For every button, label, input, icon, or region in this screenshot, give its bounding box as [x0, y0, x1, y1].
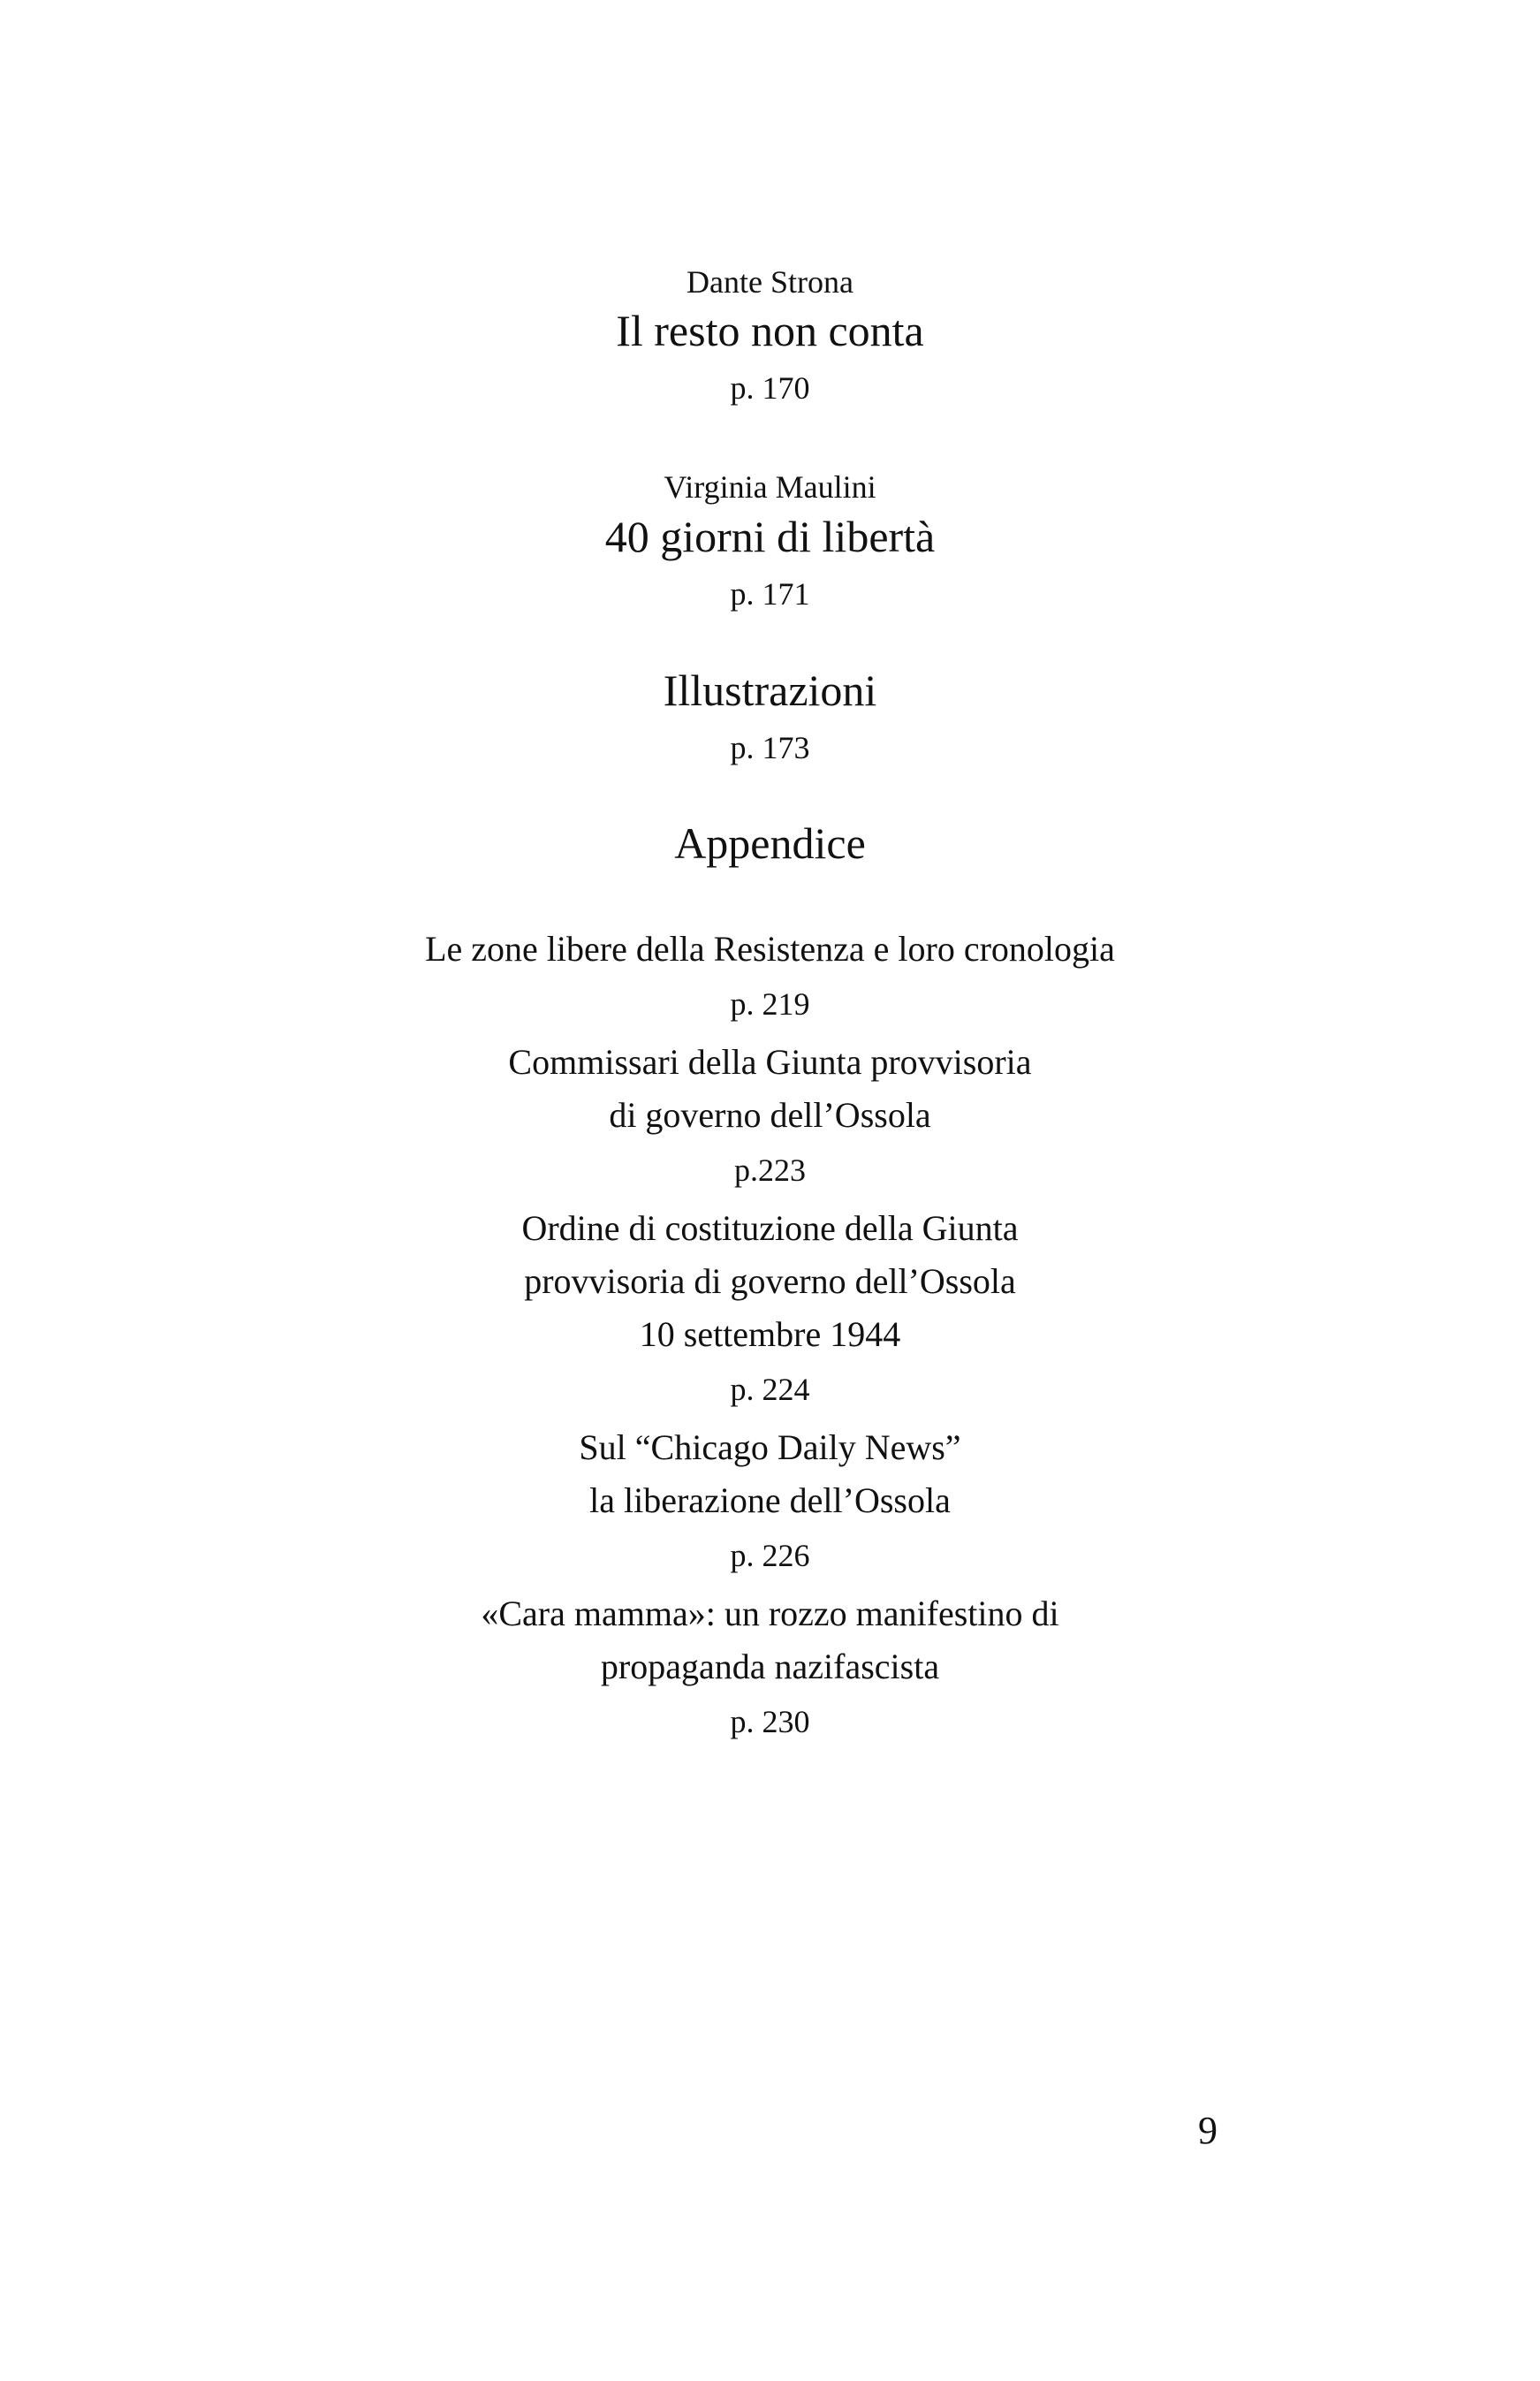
entry-title: 40 giorni di libertà — [604, 512, 936, 561]
appendix-item-page: p. 219 — [730, 986, 810, 1022]
illustrazioni-page: p. 173 — [730, 730, 810, 765]
appendix-item-title: di governo dell’Ossola — [609, 1095, 931, 1135]
appendice-heading: Appendice — [674, 818, 866, 868]
appendix-item-title: Sul “Chicago Daily News” — [579, 1427, 961, 1467]
page-number: 9 — [1198, 2109, 1218, 2152]
entry-author: Dante Strona — [687, 264, 853, 300]
entry-author: Virginia Maulini — [664, 469, 876, 505]
appendix-item-title: Ordine di costituzione della Giunta — [521, 1208, 1019, 1248]
appendix-item-title: Le zone libere della Resistenza e loro cronologia — [425, 929, 1115, 969]
entry-title: Il resto non conta — [616, 306, 924, 355]
entry-page: p. 170 — [730, 370, 810, 406]
appendix-item-title: «Cara mamma»: un rozzo manifestino di — [481, 1594, 1059, 1633]
appendix-item-page: p. 230 — [730, 1704, 810, 1739]
appendix-item-page: p.223 — [734, 1152, 806, 1188]
entry-page: p. 171 — [730, 576, 810, 612]
appendix-item-page: p. 226 — [730, 1538, 810, 1573]
appendix-item-title: propaganda nazifascista — [600, 1647, 940, 1686]
appendix-item-title: Commissari della Giunta provvisoria — [508, 1042, 1032, 1082]
appendix-item-title: la liberazione dell’Ossola — [589, 1480, 951, 1520]
illustrazioni-title: Illustrazioni — [663, 666, 877, 715]
appendix-item-title: provvisoria di governo dell’Ossola — [524, 1261, 1016, 1301]
appendix-item-page: p. 224 — [730, 1372, 810, 1407]
appendix-item-title: 10 settembre 1944 — [639, 1314, 901, 1354]
